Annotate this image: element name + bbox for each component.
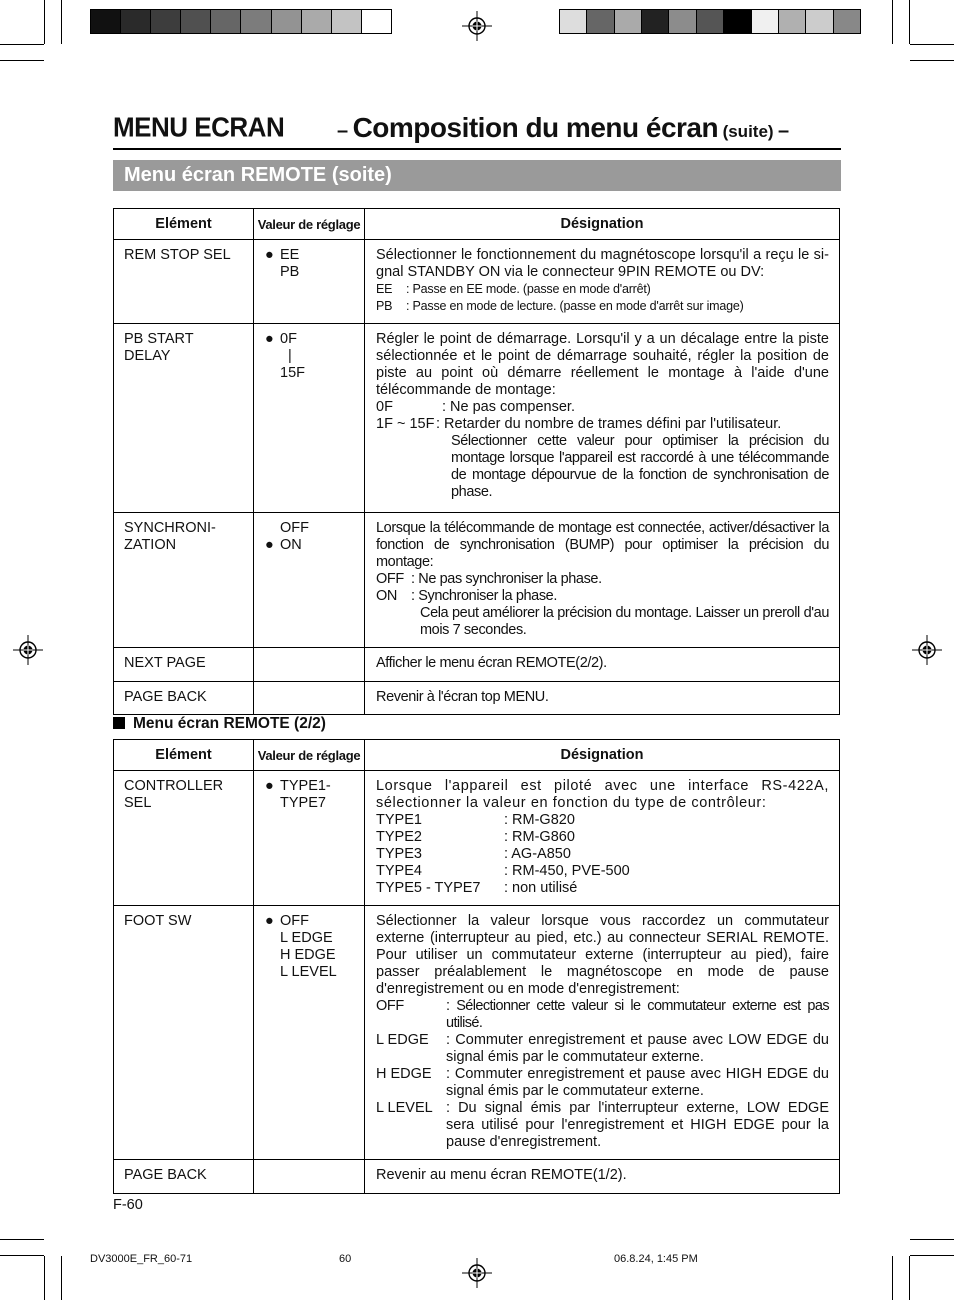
title-main: Composition du menu écran [352, 112, 719, 143]
crop-mark [61, 0, 62, 44]
table-row [114, 682, 840, 715]
value-cell [254, 1160, 365, 1194]
registration-mark-icon [912, 635, 942, 665]
element-cell [114, 771, 254, 906]
element-cell: FOOT SW [114, 906, 254, 1160]
value-cell [254, 324, 365, 513]
option-key: TYPE4 [376, 863, 422, 879]
crop-mark [0, 1255, 44, 1256]
option-detail: Sélectionner cette valeur pour optimiser la précision du montage lorsque l'appareil est raccordé à une télécommande de montage dépourvue de la fonction de synchronisation de phase. [451, 433, 829, 500]
color-swatch [779, 10, 806, 33]
value-option: OFF [280, 520, 309, 536]
designation-text: Lorsque l'appareil est piloté avec une interface RS-422A, sélectionner la valeur en fonction du type de contrôleur: [376, 778, 829, 811]
square-bullet-icon [113, 717, 125, 729]
value-option: 0F [280, 331, 297, 347]
option-text: : Sélectionner cette valeur si le commutateur externe est pas utilisé. [446, 998, 829, 1031]
header-element: Elément [114, 740, 254, 771]
value-option: TYPE7 [280, 795, 326, 811]
crop-mark [910, 1239, 954, 1240]
table-row [114, 513, 840, 648]
option-key: ON [376, 588, 397, 604]
option-key: OFF [376, 998, 404, 1014]
registration-mark-icon [462, 11, 492, 41]
element-label: CONTROLLER SEL [124, 778, 224, 811]
color-swatch [302, 10, 332, 33]
value-cell [254, 240, 365, 324]
designation-text: Régler le point de démarrage. Lorsqu'il y a un décalage entre la piste sélectionnée et le point de démarrage souhaité, régler la position de piste au point où démarre réellement le montage à l'aide d'une télécommande de montage: [376, 331, 829, 398]
default-bullet-icon: ● [265, 247, 274, 263]
footer-file-name: DV3000E_FR_60-71 [90, 1253, 193, 1265]
crop-mark [44, 0, 45, 44]
value-option: 15F [280, 365, 305, 381]
option-key: L EDGE [376, 1032, 429, 1048]
default-bullet-icon: ● [265, 537, 274, 553]
element-cell: REM STOP SEL [114, 240, 254, 324]
crop-mark [0, 60, 44, 61]
element-cell [114, 324, 254, 513]
header-element: Elément [114, 209, 254, 240]
option-key: EE [376, 282, 393, 296]
color-swatch [752, 10, 779, 33]
option-key: PB [376, 299, 393, 313]
section-title: Menu écran REMOTE (soite) [124, 164, 392, 186]
crop-mark [892, 1256, 893, 1300]
option-text: : Synchroniser la phase. [411, 588, 557, 604]
value-cell [254, 682, 365, 715]
value-option: EE [280, 247, 300, 263]
color-swatch [181, 10, 211, 33]
crop-mark [61, 1256, 62, 1300]
element-label: SYNCHRONIZATION [124, 520, 216, 553]
color-swatch [151, 10, 181, 33]
designation-text: Sélectionner la valeur lorsque vous raccordez un commutateur externe (interrupteur au pied, etc.) au connecteur SERIAL REMOTE. Pour utiliser un commutateur externe (interrupteur au pied), faire passer préalablement le magnétoscope en mode de pause d'enregistrement ou en mode d'enregistrement: [376, 913, 829, 997]
page-title [113, 112, 841, 150]
registration-mark-icon [462, 1258, 492, 1288]
table-row [114, 1160, 840, 1194]
color-swatch [362, 10, 391, 33]
color-swatch [560, 10, 587, 33]
sub-section-title: Menu écran REMOTE (2/2) [133, 715, 326, 732]
value-option: ON [280, 537, 302, 553]
crop-mark [910, 60, 954, 61]
option-text: : AG-A850 [504, 846, 571, 862]
header-designation: Désignation [365, 209, 840, 240]
designation-cell [365, 324, 840, 513]
crop-mark [0, 1239, 44, 1240]
page-number: F-60 [113, 1197, 143, 1213]
title-dash: – [337, 120, 349, 142]
title-menu-ecran: MENU ECRAN [113, 111, 285, 143]
crop-mark [910, 44, 954, 45]
sub-section-heading [113, 715, 326, 733]
option-text: : Passe en mode de lecture. (passe en mode d'arrêt sur image) [406, 299, 744, 313]
color-swatch [332, 10, 362, 33]
crop-mark [0, 44, 44, 45]
option-key: 0F [376, 399, 393, 415]
value-option: L EDGE [280, 930, 333, 946]
section-heading [113, 160, 841, 191]
header-value: Valeur de réglage [254, 740, 365, 771]
designation-cell [365, 240, 840, 324]
option-text: : Commuter enregistrement et pause avec LOW EDGE du signal émis par le commutateur externe. [446, 1032, 829, 1065]
default-bullet-icon: ● [265, 778, 274, 794]
color-swatch [724, 10, 751, 33]
option-detail: Cela peut améliorer la précision du montage. Laisser un preroll d'au mois 7 secondes. [420, 605, 829, 638]
option-text: : Ne pas synchroniser la phase. [411, 571, 602, 587]
title-dash-end: – [778, 120, 790, 142]
default-bullet-icon: ● [265, 331, 274, 347]
crop-mark [44, 1256, 45, 1300]
value-option: OFF [280, 913, 309, 929]
color-swatch [211, 10, 241, 33]
option-key: 1F ~ 15F [376, 416, 435, 432]
option-key: TYPE2 [376, 829, 422, 845]
value-cell [254, 771, 365, 906]
option-text: : RM-G820 [504, 812, 575, 828]
table-row [114, 906, 840, 1160]
value-option: PB [280, 264, 300, 280]
color-swatch [806, 10, 833, 33]
option-text: : RM-G860 [504, 829, 575, 845]
option-key: TYPE3 [376, 846, 422, 862]
designation-cell: Afficher le menu écran REMOTE(2/2). [365, 648, 840, 682]
value-cell [254, 648, 365, 682]
registration-mark-icon [13, 635, 43, 665]
color-bar-right [559, 9, 861, 34]
color-swatch [121, 10, 151, 33]
option-text: : Du signal émis par l'interrupteur externe, LOW EDGE sera utilisé pour l'enregistrement et HIGH EDGE pour la pause d'enregistrement. [446, 1100, 829, 1150]
option-key: TYPE5 - TYPE7 [376, 880, 481, 896]
value-cell [254, 513, 365, 648]
crop-mark [909, 1256, 910, 1300]
option-text: : RM-450, PVE-500 [504, 863, 630, 879]
table-row [114, 648, 840, 682]
table-row [114, 771, 840, 906]
element-label: PB START DELAY [124, 331, 194, 364]
title-composition [337, 112, 789, 144]
header-value: Valeur de réglage [254, 209, 365, 240]
element-cell: NEXT PAGE [114, 648, 254, 682]
value-range-bar: | [288, 348, 292, 364]
value-option: TYPE1- [280, 778, 331, 794]
value-option: L LEVEL [280, 964, 337, 980]
table-row [114, 324, 840, 513]
remote-menu-table-1 [113, 208, 840, 715]
color-bar-left [90, 9, 392, 34]
table-row [114, 240, 840, 324]
designation-text: Sélectionner le fonctionnement du magnétoscope lorsqu'il a reçu le signal STANDBY ON via le connecteur 9PIN REMOTE ou DV: [376, 247, 829, 280]
designation-text: Lorsque la télécommande de montage est connectée, activer/désactiver la fonction de synchronisation (BUMP) pour optimiser la précision du montage: [376, 520, 829, 570]
option-text: : Passe en EE mode. (passe en mode d'arrêt) [406, 282, 651, 296]
header-designation: Désignation [365, 740, 840, 771]
element-cell [114, 513, 254, 648]
color-swatch [697, 10, 724, 33]
option-key: H EDGE [376, 1066, 432, 1082]
element-cell: PAGE BACK [114, 682, 254, 715]
designation-cell [365, 906, 840, 1160]
footer-page: 60 [339, 1253, 352, 1265]
color-swatch [91, 10, 121, 33]
table-header-row [114, 209, 840, 240]
color-swatch [642, 10, 669, 33]
option-key: L LEVEL [376, 1100, 433, 1116]
crop-mark [910, 1255, 954, 1256]
value-cell [254, 906, 365, 1160]
option-text: : Commuter enregistrement et pause avec HIGH EDGE du signal émis par le commutateur externe. [446, 1066, 829, 1099]
element-cell: PAGE BACK [114, 1160, 254, 1194]
option-text: : non utilisé [504, 880, 578, 896]
default-bullet-icon: ● [265, 913, 274, 929]
designation-cell: Revenir au menu écran REMOTE(1/2). [365, 1160, 840, 1194]
crop-mark [909, 0, 910, 44]
color-swatch [615, 10, 642, 33]
remote-menu-table-2 [113, 739, 840, 1194]
crop-mark [892, 0, 893, 44]
designation-cell: Revenir à l'écran top MENU. [365, 682, 840, 715]
color-swatch [272, 10, 302, 33]
color-swatch [241, 10, 271, 33]
footer-date: 06.8.24, 1:45 PM [614, 1253, 698, 1265]
option-text: : Retarder du nombre de trames défini par l'utilisateur. [436, 416, 782, 432]
designation-cell [365, 771, 840, 906]
option-text: : Ne pas compenser. [442, 399, 575, 415]
option-key: OFF [376, 571, 404, 587]
color-swatch [834, 10, 860, 33]
title-suite: (suite) [722, 122, 774, 141]
option-key: TYPE1 [376, 812, 422, 828]
table-header-row [114, 740, 840, 771]
color-swatch [669, 10, 696, 33]
value-option: H EDGE [280, 947, 336, 963]
color-swatch [587, 10, 614, 33]
designation-cell [365, 513, 840, 648]
